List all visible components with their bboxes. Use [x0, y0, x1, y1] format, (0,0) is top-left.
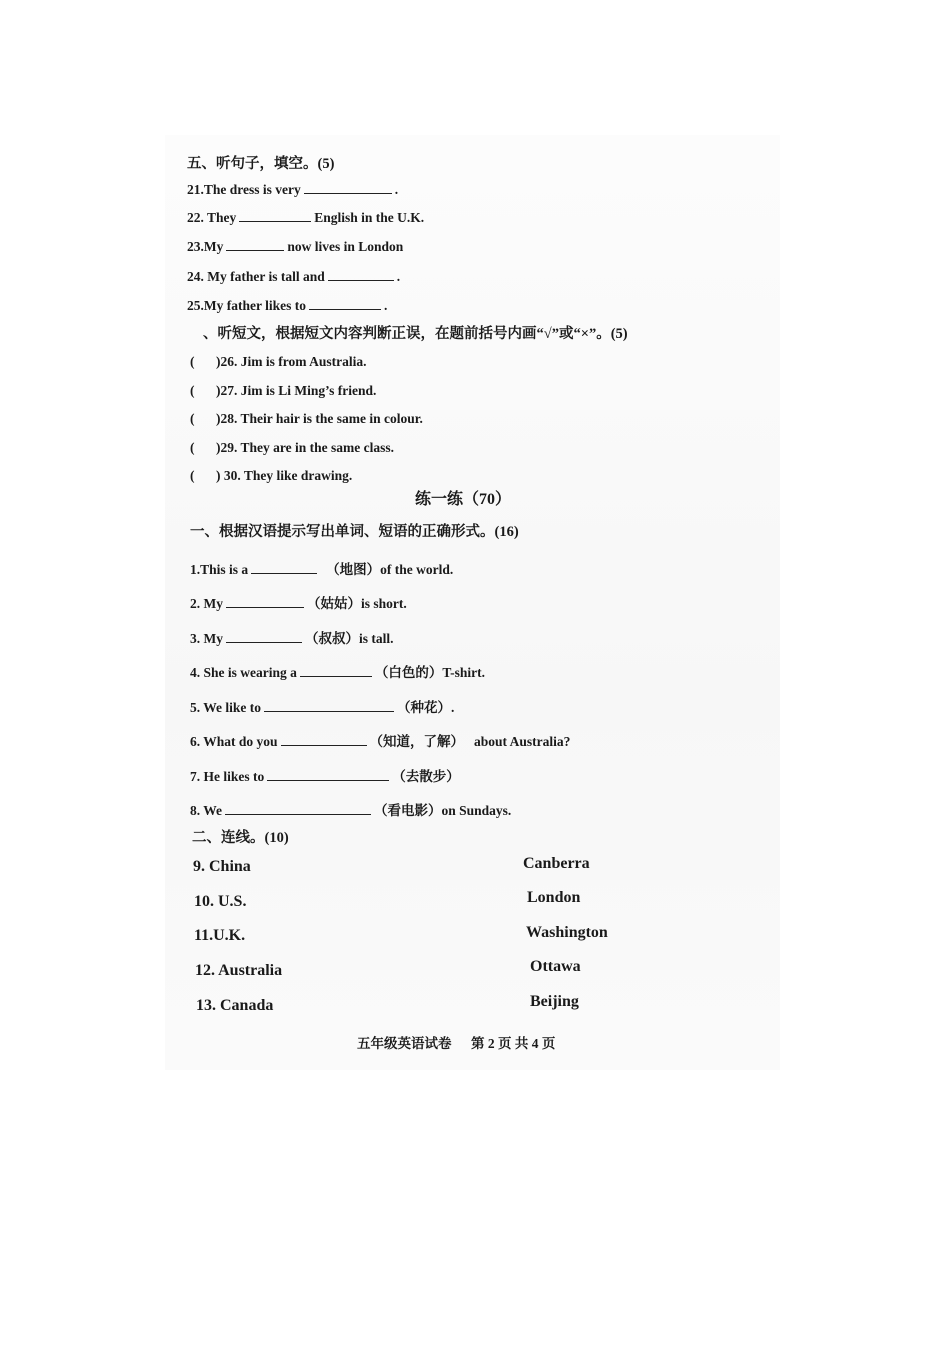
answer-paren[interactable]: (: [190, 411, 195, 426]
question-2: 2. My （姑姑）is short.: [190, 596, 407, 611]
answer-blank[interactable]: [304, 181, 392, 194]
answer-blank[interactable]: [239, 209, 311, 222]
part2-heading: 二、连线。(10): [192, 830, 289, 846]
answer-blank[interactable]: [226, 238, 284, 251]
question-30: ( ) 30. They like drawing.: [190, 468, 353, 483]
question-22: 22. They English in the U.K.: [187, 210, 425, 225]
practice-title: 练一练（70）: [415, 491, 512, 508]
match-left-item[interactable]: 12. Australia: [195, 962, 283, 979]
match-left-item[interactable]: 13. Canada: [196, 997, 274, 1014]
match-right-item[interactable]: Beijing: [530, 993, 579, 1010]
answer-blank[interactable]: [264, 699, 394, 712]
question-26: ( )26. Jim is from Australia.: [190, 354, 367, 369]
part1-heading: 一、根据汉语提示写出单词、短语的正确形式。(16): [190, 524, 519, 540]
match-right-item[interactable]: Ottawa: [530, 958, 581, 975]
question-24: 24. My father is tall and .: [187, 269, 401, 284]
answer-paren[interactable]: (: [190, 468, 195, 483]
answer-blank[interactable]: [281, 733, 367, 746]
answer-blank[interactable]: [300, 664, 372, 677]
question-28: ( )28. Their hair is the same in colour.: [190, 411, 423, 426]
question-6: 6. What do you （知道，了解） about Australia?: [190, 734, 571, 749]
question-4: 4. She is wearing a （白色的）T-shirt.: [190, 665, 486, 680]
answer-blank[interactable]: [225, 802, 371, 815]
answer-blank[interactable]: [309, 297, 381, 310]
question-21: 21.The dress is very .: [187, 182, 399, 197]
answer-paren[interactable]: (: [190, 354, 195, 369]
answer-blank[interactable]: [226, 630, 302, 643]
question-1: 1.This is a （地图）of the world.: [190, 562, 454, 577]
answer-paren[interactable]: (: [190, 440, 195, 455]
match-right-item[interactable]: Washington: [526, 924, 608, 941]
question-8: 8. We （看电影）on Sundays.: [190, 803, 512, 818]
question-3: 3. My （叔叔）is tall.: [190, 631, 394, 646]
question-5: 5. We like to （种花）.: [190, 700, 455, 715]
question-25: 25.My father likes to .: [187, 298, 388, 313]
question-29: ( )29. They are in the same class.: [190, 440, 394, 455]
answer-blank[interactable]: [251, 561, 317, 574]
match-left-item[interactable]: 10. U.S.: [194, 893, 247, 910]
question-7: 7. He likes to （去散步）: [190, 769, 460, 784]
question-23: 23.My now lives in London: [187, 239, 404, 254]
section6-heading: 、听短文，根据短文内容判断正误，在题前括号内画“√”或“×”。(5): [203, 326, 628, 342]
answer-blank[interactable]: [226, 595, 304, 608]
question-27: ( )27. Jim is Li Ming’s friend.: [190, 383, 377, 398]
section5-heading: 五、听句子，填空。(5): [187, 156, 335, 172]
answer-blank[interactable]: [267, 768, 389, 781]
footer-page-number: 第 2 页 共 4 页: [471, 1036, 556, 1051]
match-right-item[interactable]: London: [527, 889, 581, 906]
answer-blank[interactable]: [328, 268, 394, 281]
match-right-item[interactable]: Canberra: [523, 855, 590, 872]
match-left-item[interactable]: 11.U.K.: [194, 927, 246, 944]
answer-paren[interactable]: (: [190, 383, 195, 398]
match-left-item[interactable]: 9. China: [193, 858, 251, 875]
footer-subject: 五年级英语试卷: [357, 1036, 452, 1051]
